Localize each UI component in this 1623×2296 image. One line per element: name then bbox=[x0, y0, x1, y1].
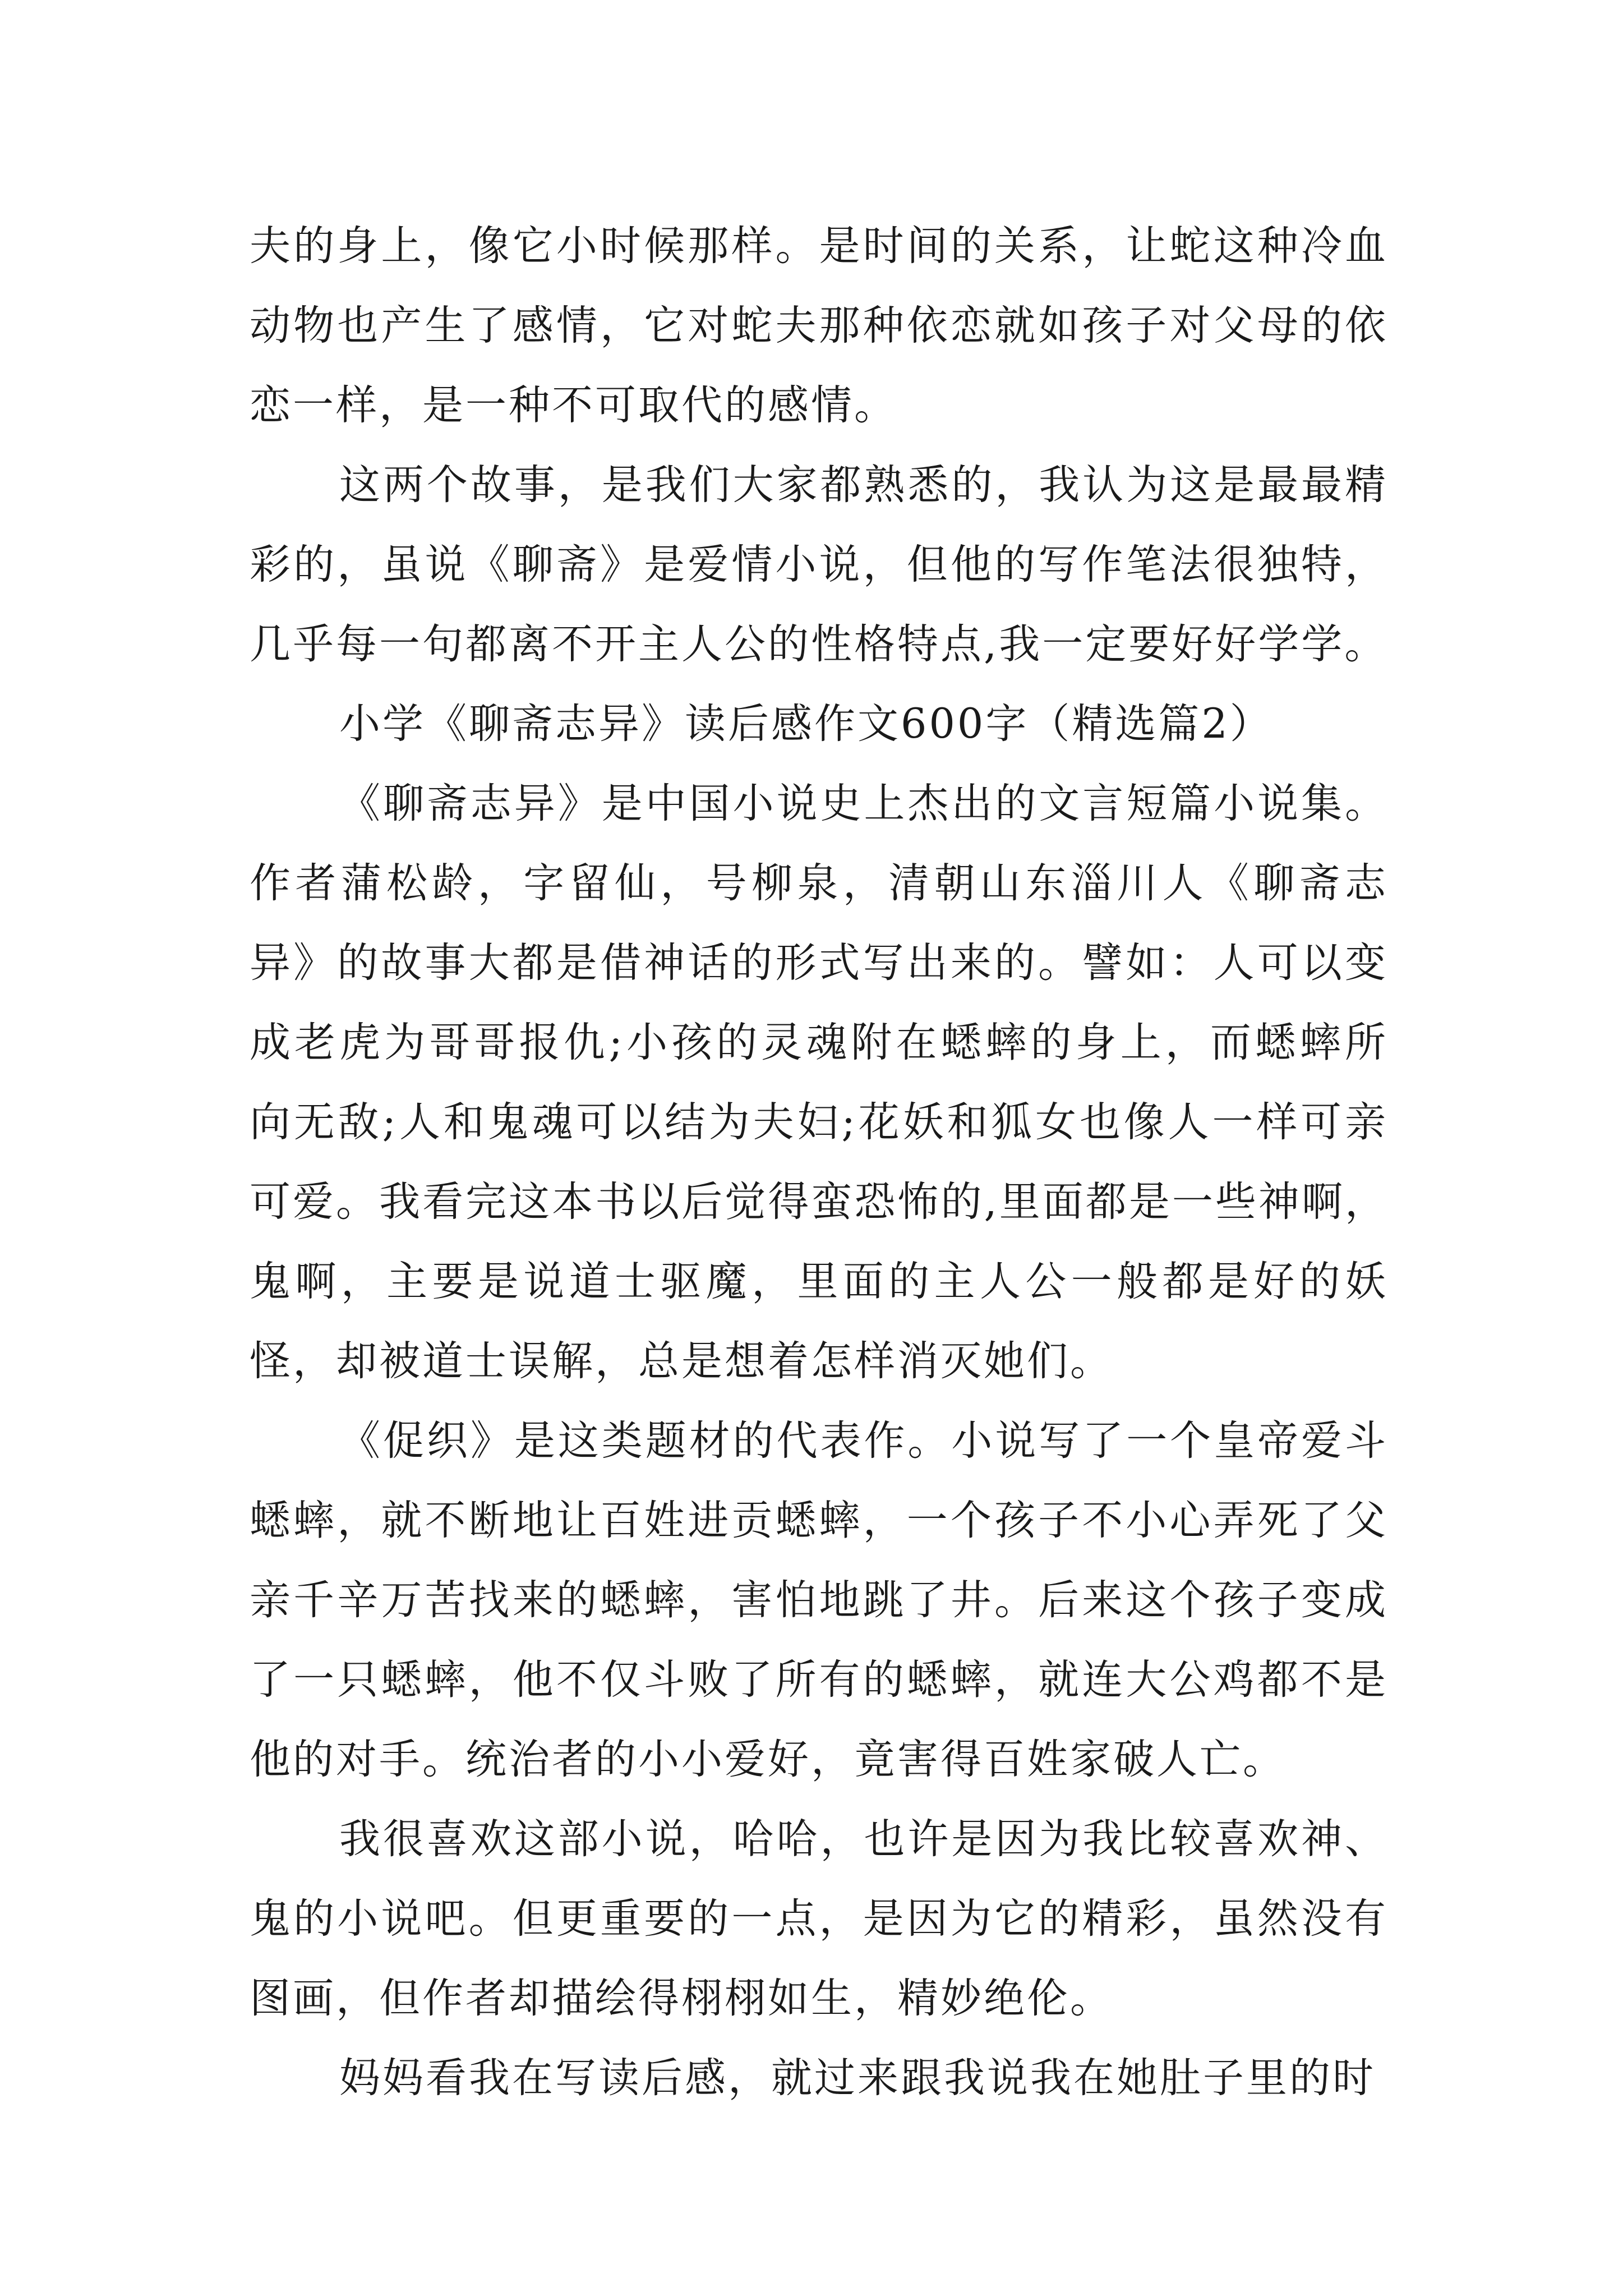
paragraph: 我很喜欢这部小说，哈哈，也许是因为我比较喜欢神、鬼的小说吧。但更重要的一点，是因为它的精彩，虽然没有图画，但作者却描绘得栩栩如生，精妙绝伦。 bbox=[250, 1815, 1388, 2022]
paragraph: 《聊斋志异》是中国小说史上杰出的文言短篇小说集。作者蒲松龄，字留仙，号柳泉，清朝山东淄川人《聊斋志异》的故事大都是借神话的形式写出来的。譬如：人可以变成老虎为哥哥报仇;小孩的灵魂附在蟋蟀的身上，而蟋蟀所向无敌;人和鬼魂可以结为夫妇;花妖和狐女也像人一样可亲可爱。我看完这本书以后觉得蛮恐怖的,里面都是一些神啊，鬼啊，主要是说道士驱魔，里面的主人公一般都是好的妖怪，却被道士误解，总是想着怎样消灭她们。 bbox=[250, 780, 1388, 1385]
paragraph-continuation: 夫的身上，像它小时候那样。是时间的关系，让蛇这种冷血动物也产生了感情，它对蛇夫那种依恋就如孩子对父母的依恋一样，是一种不可取代的感情。 bbox=[250, 222, 1388, 429]
document-body bbox=[250, 206, 1388, 2118]
paragraph: 这两个故事，是我们大家都熟悉的，我认为这是最最精彩的，虽说《聊斋》是爱情小说，但他的写作笔法很独特，几乎每一句都离不开主人公的性格特点,我一定要好好学学。 bbox=[250, 461, 1388, 668]
paragraph: 《促织》是这类题材的代表作。小说写了一个皇帝爱斗蟋蟀，就不断地让百姓进贡蟋蟀，一个孩子不小心弄死了父亲千辛万苦找来的蟋蟀，害怕地跳了井。后来这个孩子变成了一只蟋蟀，他不仅斗败了所有的蟋蟀，就连大公鸡都不是他的对手。统治者的小小爱好，竟害得百姓家破人亡。 bbox=[250, 1417, 1388, 1783]
paragraph-truncated: 妈妈看我在写读后感，就过来跟我说我在她肚子里的时 bbox=[339, 2054, 1376, 2102]
section-heading: 小学《聊斋志异》读后感作文600字（精选篇2） bbox=[339, 700, 1273, 748]
